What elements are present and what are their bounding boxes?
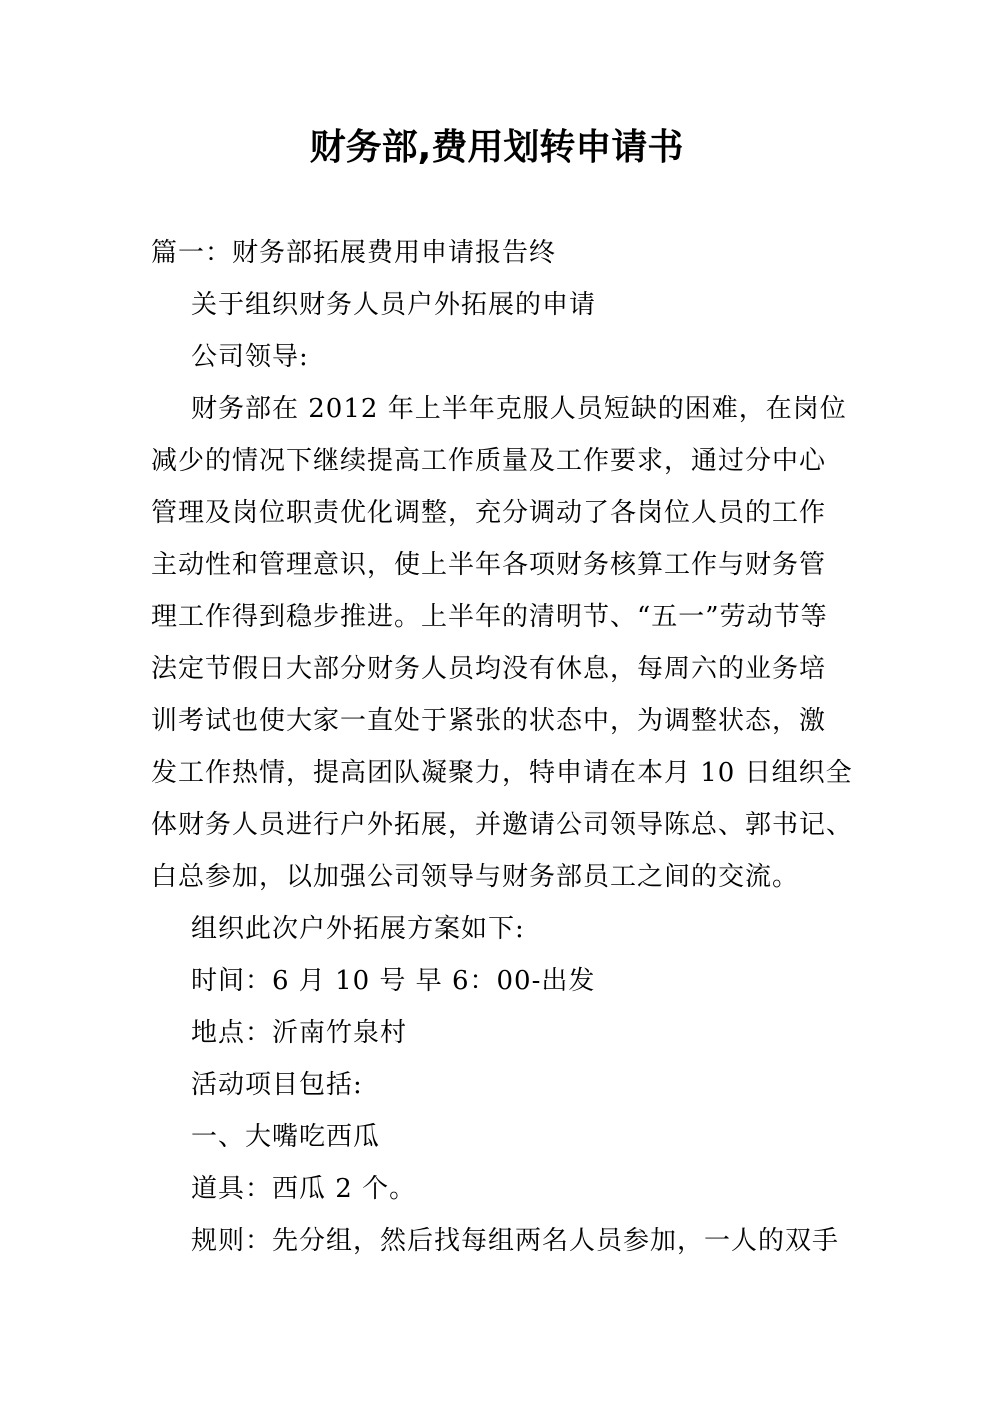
text-line: 减少的情况下继续提高工作质量及工作要求，通过分中心 <box>151 446 827 476</box>
text-line: 发工作热情，提高团队凝聚力，特申请在本月 10 日组织全 <box>151 758 853 788</box>
text-line: 关于组织财务人员户外拓展的申请 <box>191 290 597 320</box>
text-line: 组织此次户外拓展方案如下: <box>191 914 525 944</box>
text-line: 管理及岗位职责优化调整，充分调动了各岗位人员的工作 <box>151 498 827 528</box>
text-line: 白总参加，以加强公司领导与财务部员工之间的交流。 <box>151 862 800 892</box>
section-heading: 篇一：财务部拓展费用申请报告终 <box>151 238 557 268</box>
text-line: 时间：6 月 10 号 早 6：00-出发 <box>191 966 596 996</box>
text-line: 主动性和管理意识，使上半年各项财务核算工作与财务管 <box>151 550 827 580</box>
document-title: 财务部,费用划转申请书 <box>309 127 684 168</box>
text-line: 体财务人员进行户外拓展，并邀请公司领导陈总、郭书记、 <box>151 810 854 840</box>
text-line: 财务部在 2012 年上半年克服人员短缺的困难，在岗位 <box>191 394 847 424</box>
text-line: 一、大嘴吃西瓜 <box>191 1122 381 1152</box>
text-line: 训考试也使大家一直处于紧张的状态中，为调整状态，激 <box>151 706 827 736</box>
text-line: 规则：先分组，然后找每组两名人员参加，一人的双手 <box>191 1226 840 1256</box>
text-line: 地点：沂南竹泉村 <box>191 1018 408 1048</box>
text-line: 公司领导: <box>191 342 309 372</box>
text-line: 道具：西瓜 2 个。 <box>191 1174 417 1204</box>
text-line: 法定节假日大部分财务人员均没有休息，每周六的业务培 <box>151 654 827 684</box>
text-line: 理工作得到稳步推进。上半年的清明节、“五一”劳动节等 <box>151 602 828 632</box>
text-line: 活动项目包括: <box>191 1070 363 1100</box>
